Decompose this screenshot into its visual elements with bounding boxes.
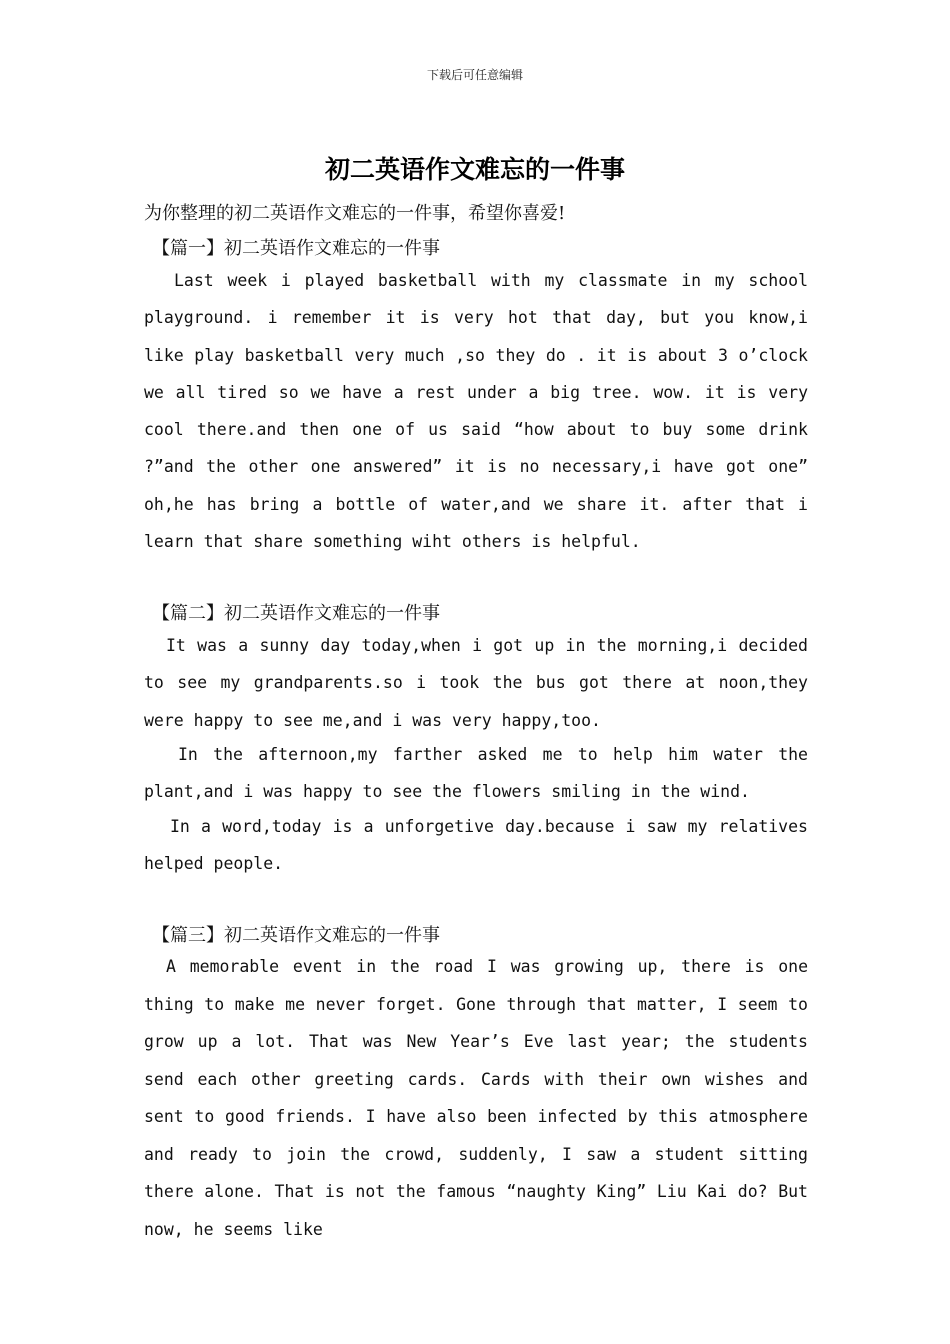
section-3-paragraph-1: A memorable event in the road I was growing up, there is one thing to make me never forget. Gone through that matter, I seem to grow up a lot. That was New Year’s Eve last year; the students send each other greeting cards. Cards with their own wishes and sent to good friends. I have also been infected by this atmosphere and ready to join the crowd, suddenly, I saw a student sitting there alone. That is not the famous “naughty King” Liu Kai do? But now, he seems like — [144, 957, 808, 1239]
section-2-paragraph-3: In a word,today is a unforgetive day.because i saw my relatives helped people. — [144, 817, 808, 874]
section-2-body-3 — [144, 808, 808, 883]
section-3-body — [144, 948, 808, 1248]
section-2-heading: 【篇二】初二英语作文难忘的一件事 — [152, 603, 440, 624]
section-2-paragraph-1: It was a sunny day today,when i got up in the morning,i decided to see my grandparents.so i took the bus got there at noon,they were happy to see me,and i was very happy,too. — [144, 636, 808, 730]
section-1-body — [144, 262, 808, 560]
document-title: 初二英语作文难忘的一件事 — [324, 155, 625, 184]
intro-text: 为你整理的初二英语作文难忘的一件事，希望你喜爱! — [144, 203, 566, 224]
section-1-paragraph-1: Last week i played basketball with my classmate in my school playground. i remember it is very hot that day, but you know,i like play basketball very much ,so they do . it is about 3 o’clock we all tired so we have a rest under a big tree. wow. it is very cool there.and then one of us said “how about to buy some drink ?”and the other one answered” it is no necessary,i have got one” oh,he has bring a bottle of water,and we share it. after that i learn that share something wiht others is helpful. — [144, 271, 808, 552]
section-1-heading: 【篇一】初二英语作文难忘的一件事 — [152, 238, 440, 259]
section-2-body — [144, 627, 808, 739]
header-note: 下载后可任意编辑 — [426, 68, 523, 82]
section-2-body-2 — [144, 736, 808, 811]
section-3-heading: 【篇三】初二英语作文难忘的一件事 — [152, 925, 440, 946]
section-2-paragraph-2: In the afternoon,my farther asked me to help him water the plant,and i was happy to see the flowers smiling in the wind. — [144, 745, 808, 802]
